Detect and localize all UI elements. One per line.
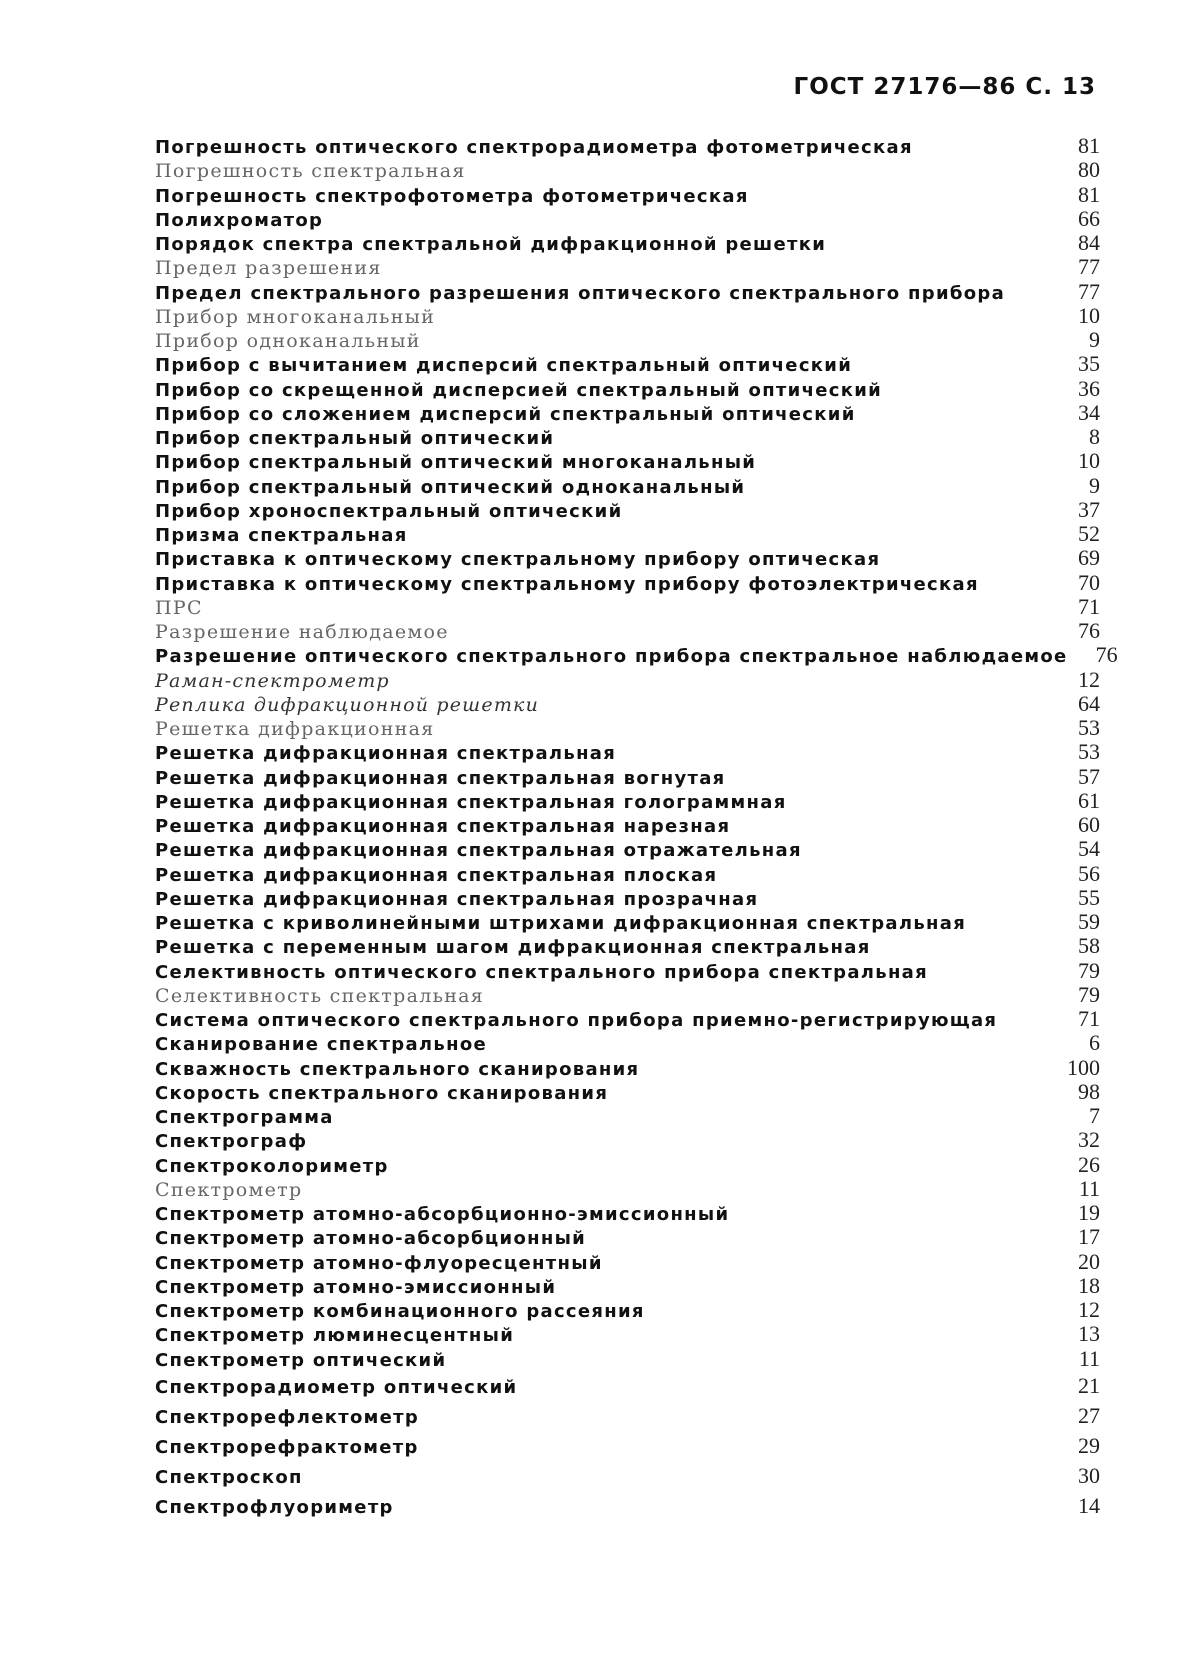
- index-reference-number: 12: [1078, 1297, 1100, 1322]
- index-term: Погрешность спектральная: [155, 160, 466, 183]
- index-entry: [155, 595, 1100, 619]
- index-term: Спектрометр люминесцентный: [155, 1325, 515, 1347]
- index-term: Спектрометр атомно-абсорбционный: [155, 1228, 587, 1250]
- index-entry: [155, 571, 1100, 595]
- index-entry: [155, 642, 1118, 668]
- index-reference-number: 10: [1078, 302, 1100, 328]
- index-entry: [155, 1347, 1100, 1371]
- index-entry: [155, 231, 1100, 255]
- index-term: Спектрометр: [155, 1178, 303, 1201]
- index-entry: [155, 134, 1100, 158]
- index-entry: [155, 1080, 1100, 1104]
- index-entry: [155, 862, 1100, 886]
- index-reference-number: 12: [1078, 666, 1100, 692]
- index-term: Скорость спектрального сканирования: [155, 1082, 609, 1104]
- index-entry: [155, 1153, 1100, 1177]
- index-reference-number: 30: [1078, 1462, 1100, 1488]
- index-reference-number: 17: [1078, 1224, 1100, 1250]
- index-term: Порядок спектра спектральной дифракционной решетки: [155, 234, 827, 255]
- index-reference-number: 54: [1078, 836, 1100, 862]
- index-term: Скважность спектрального сканирования: [155, 1058, 640, 1080]
- index-reference-number: 70: [1078, 569, 1100, 595]
- index-reference-number: 76: [1078, 618, 1100, 643]
- index-term: Прибор спектральный оптический одноканальный: [155, 476, 746, 498]
- index-term: Решетка дифракционная спектральная вогнутая: [155, 767, 726, 789]
- index-reference-number: 53: [1078, 715, 1100, 740]
- index-entry: [155, 692, 1100, 716]
- index-term: Призма спектральная: [155, 525, 408, 546]
- page-header: ГОСТ 27176—86 С. 13: [793, 74, 1096, 100]
- index-reference-number: 58: [1078, 933, 1100, 959]
- index-term: Спектрорефлектометр: [155, 1406, 420, 1428]
- index-reference-number: 59: [1078, 909, 1100, 934]
- index-entry: [155, 304, 1100, 328]
- index-entry: [155, 1401, 1100, 1431]
- index-term: Прибор хроноспектральный оптический: [155, 500, 623, 522]
- index-reference-number: 52: [1078, 521, 1100, 546]
- index-term: Спектрорадиометр оптический: [155, 1376, 518, 1398]
- index-reference-number: 61: [1078, 787, 1100, 813]
- index-term: Решетка с переменным шагом дифракционная спектральная: [155, 937, 871, 959]
- index-entry: [155, 934, 1100, 958]
- index-entry: [155, 1322, 1100, 1346]
- index-term: Спектроскоп: [155, 1466, 303, 1488]
- index-entry: [155, 377, 1100, 401]
- index-reference-number: 64: [1078, 690, 1100, 716]
- index-reference-number: 7: [1089, 1103, 1100, 1128]
- index-reference-number: 18: [1078, 1272, 1100, 1298]
- index-reference-number: 32: [1078, 1127, 1100, 1153]
- index-reference-number: 11: [1078, 1175, 1100, 1201]
- index-entry: [155, 1201, 1100, 1225]
- index-term: Приставка к оптическому спектральному прибору фотоэлектрическая: [155, 573, 979, 595]
- index-entry: [155, 1491, 1100, 1521]
- index-entry: [155, 425, 1100, 449]
- index-reference-number: 6: [1089, 1030, 1100, 1056]
- index-term: Решетка дифракционная: [155, 718, 435, 740]
- index-entry: [155, 886, 1100, 910]
- index-reference-number: 57: [1078, 763, 1100, 789]
- index-term: Предел разрешения: [155, 257, 382, 280]
- index-entry: [155, 1104, 1100, 1128]
- index-reference-number: 71: [1078, 593, 1100, 619]
- index-term: Селективность оптического спектрального прибора спектральная: [155, 961, 928, 983]
- index-term: Спектрограмма: [155, 1107, 334, 1128]
- index-entry: [155, 740, 1100, 764]
- index-term: Прибор спектральный оптический: [155, 428, 555, 449]
- index-reference-number: 13: [1078, 1321, 1100, 1347]
- index-entry: [155, 207, 1100, 231]
- index-term: Реплика дифракционной решетки: [155, 693, 540, 716]
- index-reference-number: 69: [1078, 545, 1100, 571]
- index-term: Решетка дифракционная спектральная голограммная: [155, 791, 787, 813]
- index-reference-number: 81: [1078, 181, 1100, 207]
- index-entry: [155, 352, 1100, 376]
- index-term: Разрешение оптического спектрального прибора спектральное наблюдаемое: [155, 646, 1068, 668]
- index-term: Прибор со сложением дисперсий спектральный оптический: [155, 403, 856, 425]
- index-reference-number: 79: [1078, 981, 1100, 1007]
- index-reference-number: 79: [1078, 957, 1100, 983]
- index-reference-number: 84: [1078, 230, 1100, 255]
- index-entry: [155, 546, 1100, 570]
- index-term: Приставка к оптическому спектральному прибору оптическая: [155, 549, 881, 571]
- index-entry: [155, 255, 1100, 279]
- index-entry: [155, 401, 1100, 425]
- index-entry: [155, 716, 1100, 740]
- index-reference-number: 8: [1089, 424, 1100, 449]
- index-entry: [155, 619, 1100, 643]
- index-term: Прибор одноканальный: [155, 330, 421, 352]
- index-entry: [155, 765, 1100, 789]
- index-reference-number: 53: [1078, 739, 1100, 765]
- index-entry: [155, 959, 1100, 983]
- index-term: Прибор многоканальный: [155, 305, 436, 328]
- index-entry: [155, 1007, 1100, 1031]
- index-entry: [155, 1274, 1100, 1298]
- index-reference-number: 35: [1078, 351, 1100, 377]
- index-entry: [155, 837, 1100, 861]
- index-term: Сканирование спектральное: [155, 1034, 488, 1056]
- index-reference-number: 100: [1067, 1054, 1100, 1080]
- index-entry: [155, 1461, 1100, 1491]
- index-reference-number: 36: [1078, 375, 1100, 401]
- index-entry: [155, 983, 1100, 1007]
- index-reference-number: 11: [1078, 1345, 1100, 1371]
- index-term: Спектрометр атомно-флуоресцентный: [155, 1252, 603, 1274]
- index-reference-number: 34: [1078, 399, 1100, 425]
- index-term: Спектрометр атомно-эмиссионный: [155, 1276, 557, 1298]
- index-entry: [155, 1298, 1100, 1322]
- index-reference-number: 29: [1078, 1432, 1100, 1458]
- index-reference-number: 26: [1078, 1151, 1100, 1177]
- index-term: Прибор со скрещенной дисперсией спектральный оптический: [155, 379, 883, 401]
- index-term: Спектрорефрактометр: [155, 1436, 419, 1458]
- index-term: Спектрометр атомно-абсорбционно-эмиссионный: [155, 1204, 730, 1225]
- index-reference-number: 20: [1078, 1248, 1100, 1274]
- index-term: Прибор с вычитанием дисперсий спектральный оптический: [155, 355, 853, 377]
- index-term: Спектрофлуориметр: [155, 1496, 394, 1518]
- index-term: Решетка с криволинейными штрихами дифракционная спектральная: [155, 913, 967, 934]
- index-entry: [155, 789, 1100, 813]
- index-term: Решетка дифракционная спектральная нарезная: [155, 816, 731, 837]
- index-term: Спектрометр оптический: [155, 1349, 447, 1371]
- index-reference-number: 56: [1078, 860, 1100, 886]
- index-term: Решетка дифракционная спектральная прозрачная: [155, 888, 759, 910]
- index-term: Решетка дифракционная спектральная: [155, 743, 617, 765]
- index-term: Система оптического спектрального прибора приемно-регистрирующая: [155, 1010, 998, 1031]
- index-reference-number: 10: [1078, 448, 1100, 474]
- index-entry: [155, 910, 1100, 934]
- index-reference-number: 21: [1078, 1372, 1100, 1398]
- index-reference-number: 60: [1078, 812, 1100, 837]
- index-term: Погрешность спектрофотометра фотометрическая: [155, 185, 749, 207]
- index-entry: [155, 1031, 1100, 1055]
- index-entry: [155, 328, 1100, 352]
- index-entry: [155, 1431, 1100, 1461]
- index-reference-number: 55: [1078, 884, 1100, 910]
- alphabetical-index: [155, 133, 1118, 1521]
- index-entry: [155, 449, 1100, 473]
- index-reference-number: 14: [1078, 1492, 1100, 1518]
- index-term: Погрешность оптического спектрорадиометра фотометрическая: [155, 137, 913, 158]
- index-reference-number: 77: [1078, 254, 1100, 280]
- index-term: ПРС: [155, 596, 203, 619]
- index-entry: [155, 280, 1100, 304]
- index-entry: [155, 183, 1100, 207]
- index-entry: [155, 158, 1100, 182]
- index-term: Спектрометр комбинационного рассеяния: [155, 1301, 645, 1322]
- index-term: Полихроматор: [155, 209, 324, 231]
- index-entry: [155, 1128, 1100, 1152]
- index-reference-number: 66: [1078, 205, 1100, 231]
- index-reference-number: 19: [1078, 1200, 1100, 1225]
- index-entry: [155, 1177, 1100, 1201]
- index-entry: [155, 474, 1100, 498]
- index-entry: [155, 668, 1100, 692]
- index-term: Раман-спектрометр: [155, 669, 390, 692]
- index-entry: [155, 498, 1100, 522]
- index-term: Спектроколориметр: [155, 1155, 389, 1177]
- index-term: Спектрограф: [155, 1131, 308, 1153]
- index-term: Разрешение наблюдаемое: [155, 621, 449, 643]
- index-reference-number: 71: [1078, 1006, 1100, 1031]
- index-reference-number: 27: [1078, 1402, 1100, 1428]
- index-term: Селективность спектральная: [155, 984, 485, 1007]
- index-reference-number: 77: [1078, 278, 1100, 304]
- index-reference-number: 9: [1089, 472, 1100, 498]
- index-entry: [155, 1250, 1100, 1274]
- index-entry: [155, 813, 1100, 837]
- index-reference-number: 81: [1078, 133, 1100, 158]
- index-term: Решетка дифракционная спектральная отражательная: [155, 840, 802, 862]
- index-entry: [155, 1225, 1100, 1249]
- index-entry: [155, 522, 1100, 546]
- index-reference-number: 76: [1095, 642, 1118, 668]
- index-term: Предел спектрального разрешения оптического спектрального прибора: [155, 282, 1006, 304]
- index-reference-number: 37: [1078, 496, 1100, 522]
- index-entry: [155, 1371, 1100, 1401]
- index-term: Прибор спектральный оптический многоканальный: [155, 452, 757, 474]
- index-reference-number: 80: [1078, 157, 1100, 183]
- index-entry: [155, 1056, 1100, 1080]
- index-term: Решетка дифракционная спектральная плоская: [155, 864, 718, 886]
- index-reference-number: 98: [1078, 1078, 1100, 1104]
- index-reference-number: 9: [1089, 327, 1100, 352]
